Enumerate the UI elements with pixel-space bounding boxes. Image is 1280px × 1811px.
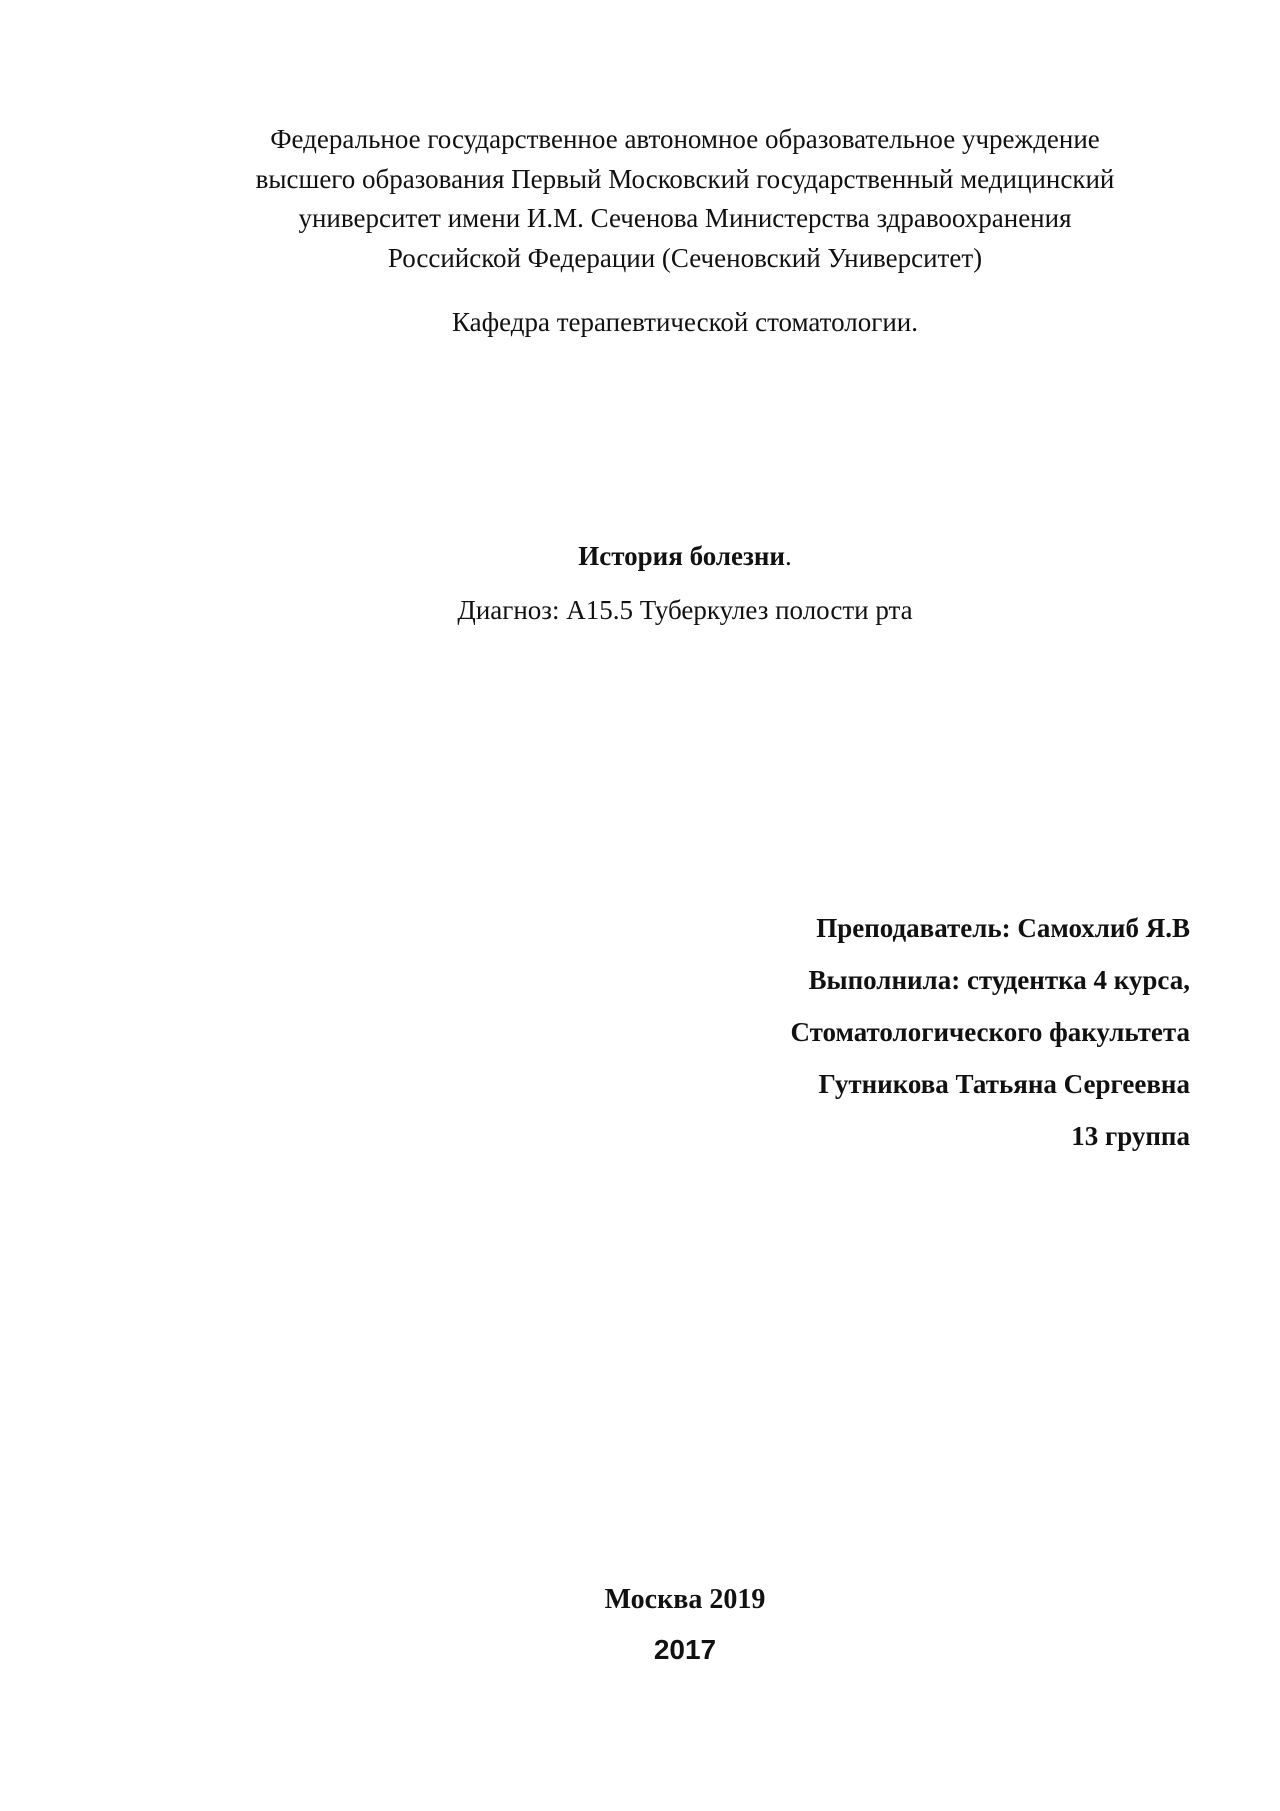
credits-group: 13 группа: [1071, 1121, 1190, 1151]
diagnosis-line: Диагноз: А15.5 Туберкулез полости рта: [457, 595, 913, 625]
credits-block: [490, 902, 1190, 1162]
credits-student: Выполнила: студентка 4 курса,: [808, 965, 1190, 995]
extra-year: 2017: [653, 1634, 717, 1665]
institution-line: университет имени И.М. Сеченова Министерства здравоохранения: [298, 203, 1072, 233]
institution-line: высшего образования Первый Московский государственный медицинский: [255, 163, 1115, 194]
title-suffix: .: [784, 541, 792, 571]
title-heading: История болезни: [578, 541, 785, 571]
institution-line: Федеральное государственное автономное образовательное учреждение: [270, 124, 1100, 154]
document-title: [190, 536, 1180, 576]
credits-teacher: Преподаватель: Самохлиб Я.В: [816, 913, 1190, 943]
credits-name: Гутникова Татьяна Сергеевна: [818, 1069, 1190, 1099]
institution-line: Российской Федерации (Сеченовский Университет): [387, 242, 983, 273]
credits-faculty: Стоматологического факультета: [790, 1017, 1190, 1047]
city-year: Москва 2019: [604, 1584, 766, 1615]
institution-name: [190, 120, 1180, 278]
department-name: Кафедра терапевтической стоматологии.: [452, 307, 918, 337]
